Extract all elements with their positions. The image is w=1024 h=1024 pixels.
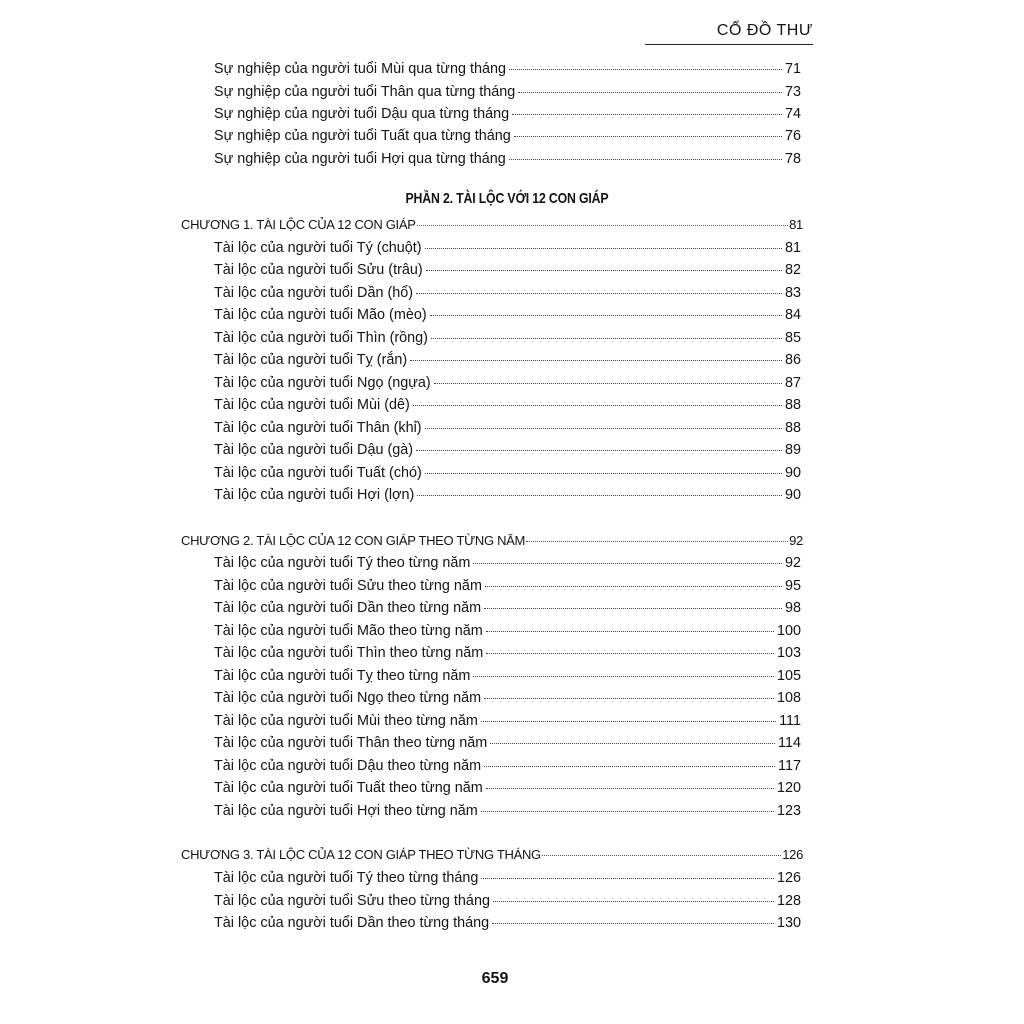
chapter-title: CHƯƠNG 1. TÀI LỘC CỦA 12 CON GIÁP [181,217,416,232]
entry-page-number: 89 [784,442,801,458]
toc-entry[interactable] [214,442,801,458]
dot-leader [413,405,782,406]
toc-entry[interactable] [214,262,801,278]
toc-entry[interactable] [214,803,801,819]
dot-leader [514,136,782,137]
entry-title: Tài lộc của người tuổi Dậu theo từng năm [214,758,482,774]
toc-entry[interactable] [214,61,801,77]
entry-title: Tài lộc của người tuổi Mùi (dê) [214,397,410,413]
dot-leader [426,270,782,271]
dot-leader [493,901,774,902]
dot-leader [518,92,782,93]
toc-entry[interactable] [214,330,801,346]
dot-leader [473,676,774,677]
toc-entry[interactable] [214,352,801,368]
entry-title: Sự nghiệp của người tuổi Tuất qua từng tháng [214,128,511,144]
entry-page-number: 126 [782,847,803,862]
toc-entry[interactable] [214,307,801,323]
dot-leader [481,811,774,812]
entry-page-number: 73 [784,84,801,100]
toc-entry[interactable] [214,915,801,931]
entry-title: Tài lộc của người tuổi Tý theo từng năm [214,555,471,571]
dot-leader [509,69,782,70]
dot-leader [416,293,782,294]
entry-title: Tài lộc của người tuổi Dần theo từng tháng [214,915,490,931]
toc-entry[interactable] [214,780,801,796]
entry-page-number: 92 [784,555,801,571]
toc-entry[interactable] [214,870,801,886]
dot-leader [481,878,774,879]
entry-title: Tài lộc của người tuổi Hợi theo từng năm [214,803,478,819]
toc-entry[interactable] [214,397,801,413]
entry-title: Tài lộc của người tuổi Ngọ (ngựa) [214,375,431,391]
dot-leader [425,248,782,249]
toc-chapter[interactable] [181,217,803,232]
entry-title: Tài lộc của người tuổi Tuất theo từng năm [214,780,483,796]
entry-title: Tài lộc của người tuổi Tỵ theo từng năm [214,668,471,684]
entry-title: Tài lộc của người tuổi Thân (khỉ) [214,420,422,436]
entry-page-number: 90 [784,465,801,481]
dot-leader [430,315,782,316]
entry-page-number: 114 [778,735,801,751]
entry-title: Tài lộc của người tuổi Sửu theo từng năm [214,578,482,594]
entry-title: Tài lộc của người tuổi Thân theo từng năm [214,735,488,751]
dot-leader [490,743,775,744]
entry-page-number: 120 [776,780,801,796]
toc-entry[interactable] [214,578,801,594]
entry-page-number: 71 [784,61,801,77]
toc-entry[interactable] [214,375,801,391]
entry-page-number: 81 [789,217,803,232]
entry-page-number: 81 [784,240,801,256]
entry-title: Tài lộc của người tuổi Sửu (trâu) [214,262,423,278]
dot-leader [481,721,776,722]
toc-entry[interactable] [214,735,801,751]
toc-entry[interactable] [214,690,801,706]
dot-leader [509,159,782,160]
entry-page-number: 92 [789,533,803,548]
entry-title: Sự nghiệp của người tuổi Thân qua từng tháng [214,84,516,100]
toc-chapter[interactable] [181,533,803,548]
entry-page-number: 84 [784,307,801,323]
entry-page-number: 128 [776,893,801,909]
entry-title: Tài lộc của người tuổi Thìn (rồng) [214,330,428,346]
entry-title: Tài lộc của người tuổi Mùi theo từng năm [214,713,478,729]
toc-chapter[interactable] [181,847,803,862]
dot-leader [434,383,782,384]
entry-page-number: 126 [776,870,801,886]
part-heading: PHẦN 2. TÀI LỘC VỚI 12 CON GIÁP [405,190,609,207]
entry-title: Tài lộc của người tuổi Tý (chuột) [214,240,422,256]
entry-title: Tài lộc của người tuổi Mão theo từng năm [214,623,483,639]
dot-leader [486,653,774,654]
dot-leader [417,225,789,226]
entry-page-number: 85 [784,330,801,346]
toc-entry[interactable] [214,600,801,616]
toc-entry[interactable] [214,713,801,729]
chapter-title: CHƯƠNG 2. TÀI LỘC CỦA 12 CON GIÁP THEO TỪNG NĂM [181,533,526,548]
dot-leader [410,360,782,361]
entry-page-number: 117 [778,758,801,774]
toc-entry[interactable] [214,758,801,774]
dot-leader [425,473,782,474]
entry-page-number: 88 [784,420,801,436]
toc-entry[interactable] [214,668,801,684]
toc-entry[interactable] [214,465,801,481]
entry-page-number: 86 [784,352,801,368]
toc-entry[interactable] [214,555,801,571]
entry-page-number: 88 [784,397,801,413]
dot-leader [484,608,782,609]
entry-title: Tài lộc của người tuổi Tý theo từng tháng [214,870,479,886]
entry-page-number: 78 [784,151,801,167]
entry-page-number: 100 [776,623,801,639]
entry-page-number: 98 [784,600,801,616]
toc-entry[interactable] [214,420,801,436]
entry-title: Tài lộc của người tuổi Tuất (chó) [214,465,422,481]
dot-leader [485,586,782,587]
toc-entry[interactable] [214,285,801,301]
entry-title: Tài lộc của người tuổi Dậu (gà) [214,442,414,458]
toc-entry[interactable] [214,151,801,167]
entry-page-number: 74 [784,106,801,122]
entry-page-number: 82 [784,262,801,278]
dot-leader [416,450,782,451]
entry-page-number: 111 [779,713,801,729]
entry-title: Tài lộc của người tuổi Mão (mèo) [214,307,427,323]
entry-title: Tài lộc của người tuổi Tỵ (rắn) [214,352,408,368]
dot-leader [417,495,782,496]
dot-leader [486,631,774,632]
entry-title: Tài lộc của người tuổi Dần theo từng năm [214,600,482,616]
dot-leader [486,788,774,789]
entry-title: Tài lộc của người tuổi Thìn theo từng năm [214,645,484,661]
dot-leader [492,923,774,924]
entry-title: Tài lộc của người tuổi Dần (hổ) [214,285,414,301]
toc-entry[interactable] [214,106,801,122]
toc-entry[interactable] [214,240,801,256]
entry-page-number: 83 [784,285,801,301]
entry-title: Tài lộc của người tuổi Hợi (lợn) [214,487,415,503]
entry-title: Sự nghiệp của người tuổi Mùi qua từng tháng [214,61,506,77]
entry-page-number: 87 [784,375,801,391]
entry-page-number: 95 [784,578,801,594]
dot-leader [484,766,775,767]
entry-title: Tài lộc của người tuổi Ngọ theo từng năm [214,690,482,706]
dot-leader [425,428,782,429]
entry-title: Sự nghiệp của người tuổi Dậu qua từng tháng [214,106,510,122]
entry-page-number: 123 [776,803,801,819]
running-header: CỔ ĐỒ THƯ [716,22,813,39]
toc-entry[interactable] [214,645,801,661]
toc-entry[interactable] [214,84,801,100]
dot-leader [526,541,788,542]
dot-leader [431,338,782,339]
entry-page-number: 76 [784,128,801,144]
dot-leader [542,855,781,856]
entry-title: Sự nghiệp của người tuổi Hợi qua từng tháng [214,151,506,167]
dot-leader [473,563,782,564]
toc-entry[interactable] [214,893,801,909]
entry-page-number: 90 [784,487,801,503]
toc-entry[interactable] [214,487,801,503]
chapter-title: CHƯƠNG 3. TÀI LỘC CỦA 12 CON GIÁP THEO TỪNG THÁNG [181,847,541,862]
dot-leader [512,114,782,115]
toc-entry[interactable] [214,128,801,144]
entry-page-number: 103 [776,645,801,661]
page-number: 659 [481,970,509,987]
entry-page-number: 108 [776,690,801,706]
dot-leader [484,698,774,699]
entry-page-number: 130 [776,915,801,931]
entry-page-number: 105 [776,668,801,684]
toc-entry[interactable] [214,623,801,639]
entry-title: Tài lộc của người tuổi Sửu theo từng tháng [214,893,490,909]
